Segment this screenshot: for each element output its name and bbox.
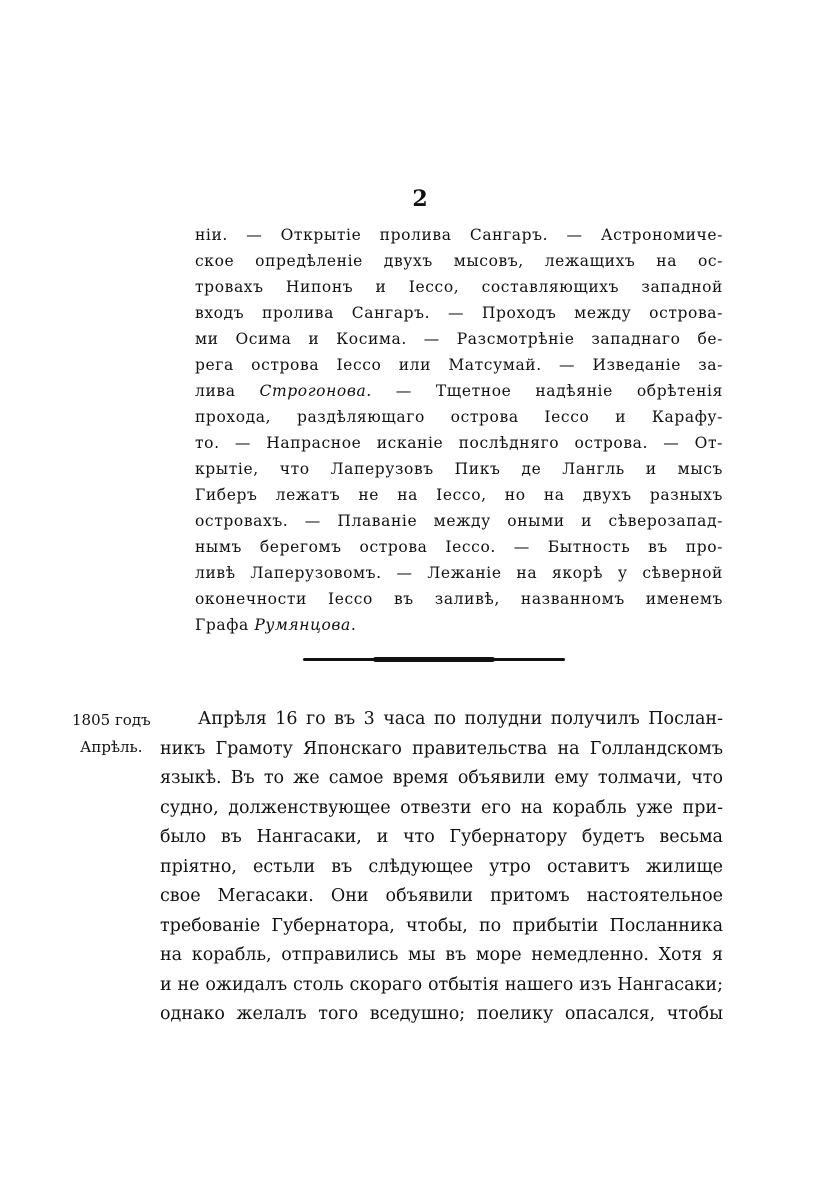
body-line: однако желалъ того вседушно; поелику опасался, чтобы bbox=[160, 1004, 723, 1024]
summary-text: . bbox=[350, 616, 357, 634]
body-line: и не ожидалъ столь скораго отбытія нашего изъ Нангасаки; bbox=[160, 974, 723, 995]
summary-line: входъ пролива Сангаръ. — Проходъ между острова- bbox=[195, 304, 723, 322]
body-line: свое Мегасаки. Они объявили притомъ настоятельное bbox=[160, 886, 723, 906]
summary-line: рега острова Іессо или Матсумай. — Изведаніе за- bbox=[195, 356, 723, 374]
body-line: было въ Нангасаки, и что Губернатору будетъ весьма bbox=[160, 827, 723, 847]
summary-text: Графа bbox=[195, 616, 255, 634]
margin-note bbox=[72, 707, 162, 761]
summary-text: . — Тщетное надѣяніе обрѣтенія bbox=[366, 382, 723, 400]
summary-line: Гиберъ лежатъ не на Іессо, но на двухъ разныхъ bbox=[195, 486, 723, 504]
margin-year: 1805 годъ bbox=[72, 711, 151, 729]
body-line: судно, долженствующее отвезти его на корабль уже при- bbox=[160, 797, 723, 818]
body-line: никъ Грамоту Японскаго правительства на Голландскомъ bbox=[160, 738, 723, 759]
summary-line: оконечности Іессо въ заливѣ, названномъ именемъ bbox=[195, 590, 723, 608]
margin-month: Апрѣль. bbox=[80, 738, 143, 756]
summary-line: крытіе, что Лаперузовъ Пикъ де Лангль и мысъ bbox=[195, 460, 723, 478]
body-paragraph bbox=[160, 705, 723, 1030]
page-number: 2 bbox=[412, 186, 428, 212]
summary-line: ми Осима и Косима. — Разсмотрѣніе западнаго бе- bbox=[195, 330, 723, 348]
summary-line: островахъ. — Плаваніе между оными и сѣверозапад- bbox=[195, 512, 723, 530]
summary-line: нымъ берегомъ острова Іессо. — Бытность въ про- bbox=[195, 538, 723, 556]
body-line: Апрѣля 16 го въ 3 часа по полудни получилъ Послан- bbox=[198, 709, 723, 729]
italic-name: Строгонова bbox=[259, 382, 367, 400]
body-line: на корабль, отправились мы въ море немедленно. Хотя я bbox=[160, 945, 723, 965]
summary-line bbox=[195, 612, 723, 638]
summary-line: ское опредѣленіе двухъ мысовъ, лежащихъ на ос- bbox=[195, 252, 723, 270]
body-line: языкѣ. Въ то же самое время объявили ему толмачи, что bbox=[160, 768, 723, 788]
summary-line: тровахъ Нипонъ и Іессо, составляющихъ западной bbox=[195, 278, 723, 296]
summary-line bbox=[195, 378, 723, 404]
italic-name: Румянцова bbox=[254, 616, 351, 634]
body-line: пріятно, естьли въ слѣдующее утро оставитъ жилище bbox=[160, 856, 723, 877]
summary-line: прохода, раздѣляющаго острова Іессо и Карафу- bbox=[195, 408, 723, 426]
section-divider bbox=[303, 658, 565, 661]
body-line: требованіе Губернатора, чтобы, по прибытіи Посланника bbox=[160, 915, 723, 936]
summary-text: лива bbox=[195, 382, 260, 400]
summary-line: ніи. — Открытіе пролива Сангаръ. — Астрономиче- bbox=[195, 226, 723, 244]
summary-line: то. — Напрасное исканіе послѣдняго острова. — От- bbox=[195, 434, 723, 452]
chapter-summary bbox=[195, 222, 723, 638]
summary-line: ливѣ Лаперузовомъ. — Лежаніе на якорѣ у сѣверной bbox=[195, 564, 723, 582]
